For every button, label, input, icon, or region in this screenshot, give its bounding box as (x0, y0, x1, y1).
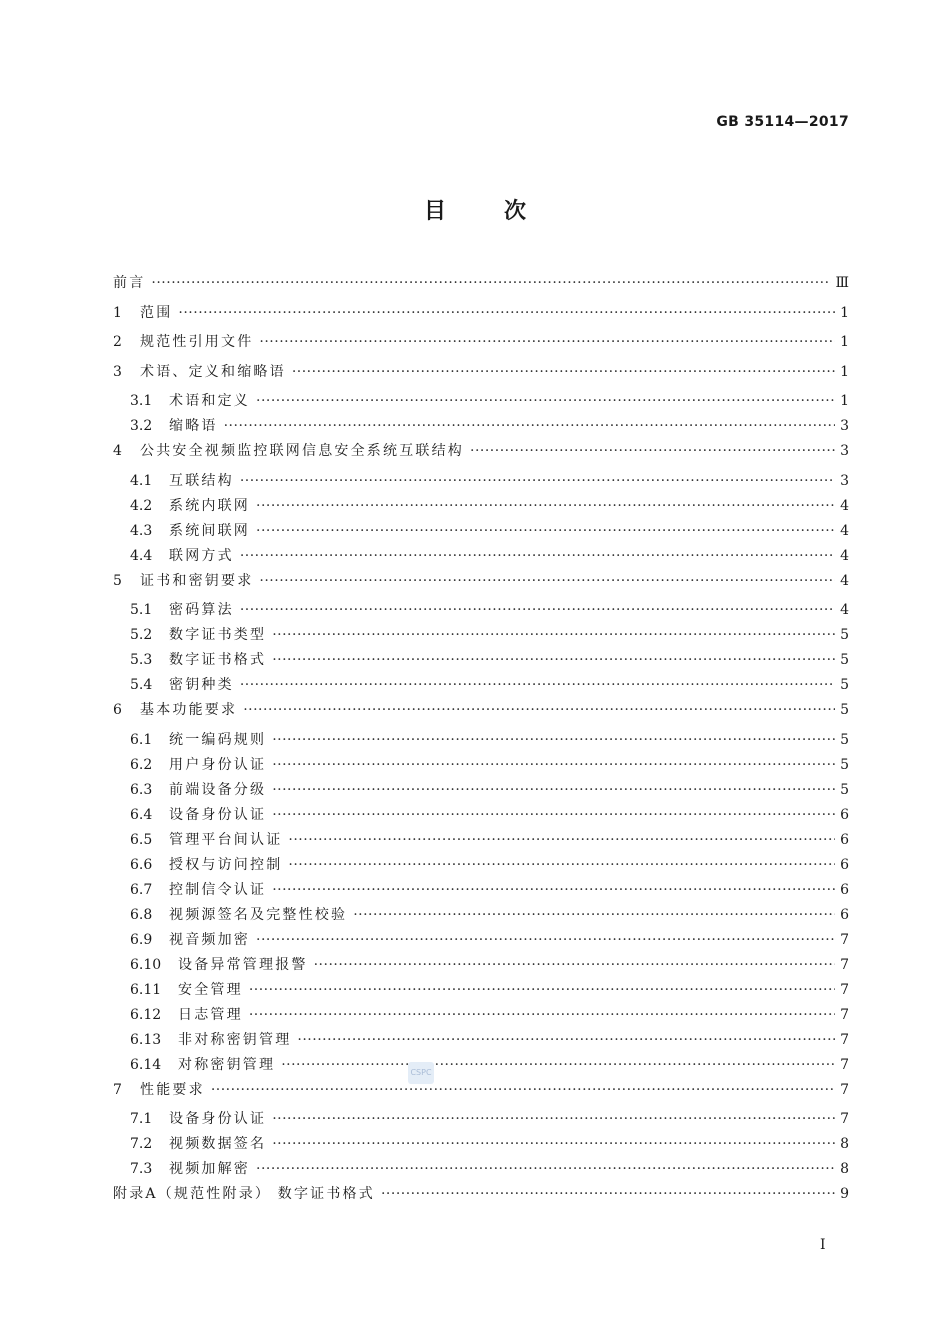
dot-leader (272, 882, 835, 898)
toc-entry-label: 非对称密钥管理 (178, 1031, 292, 1048)
toc-entry-label: 前言 (113, 275, 146, 291)
toc-entry[interactable] (113, 570, 849, 600)
toc-entry-number: 4.3 (130, 522, 153, 539)
toc-entry-page: 7 (840, 931, 849, 948)
toc-entry[interactable] (113, 929, 849, 954)
toc-entry-label: 设备身份认证 (169, 806, 267, 823)
toc-entry-number: 7.2 (130, 1136, 153, 1152)
toc-entry-page: 5 (840, 677, 849, 693)
toc-entry-page: 5 (840, 731, 849, 748)
dot-leader (288, 857, 835, 873)
toc-entry-number: 5.1 (130, 602, 153, 618)
toc-entry-number: 6.8 (130, 906, 153, 923)
dot-leader (314, 957, 835, 973)
dot-leader (240, 473, 835, 489)
toc-entry-number: 6 (113, 702, 122, 718)
toc-entry-page: 8 (840, 1161, 849, 1177)
dot-leader (353, 907, 835, 923)
toc-entry-number: 5.3 (130, 652, 153, 668)
toc-entry[interactable] (113, 545, 849, 570)
toc-entry-label: 视频源签名及完整性校验 (169, 906, 348, 923)
watermark-logo: CSPC (408, 1062, 434, 1084)
toc-entry[interactable] (113, 649, 849, 674)
page-title: 目次 (423, 199, 584, 224)
toc-entry[interactable] (113, 879, 849, 904)
toc-entry-page: 5 (840, 627, 849, 643)
page-folio: Ⅰ (820, 1237, 826, 1253)
dot-leader (288, 832, 835, 848)
toc-entry-number: 6.12 (130, 1006, 162, 1023)
toc-entry-page: 7 (840, 1056, 849, 1073)
toc-entry-label: 系统内联网 (169, 497, 250, 514)
toc-entry-label: 性能要求 (140, 1081, 205, 1098)
dot-leader (272, 1136, 835, 1152)
toc-entry-number: 6.6 (130, 856, 153, 873)
dot-leader (272, 782, 835, 798)
toc-entry-label: 授权与访问控制 (169, 856, 283, 873)
toc-entry[interactable] (113, 1108, 849, 1133)
toc-entry-number: 6.2 (130, 756, 153, 773)
toc-entry[interactable] (113, 904, 849, 929)
dot-leader (272, 1111, 835, 1127)
toc-entry[interactable] (113, 1079, 849, 1109)
toc-entry[interactable] (113, 854, 849, 879)
toc-entry-label: 公共安全视频监控联网信息安全系统互联结构 (140, 443, 464, 459)
toc-entry-page: 5 (840, 756, 849, 773)
dot-leader (259, 334, 835, 350)
toc-entry[interactable] (113, 302, 849, 332)
dot-leader (292, 364, 835, 380)
toc-entry-label: 附录A（规范性附录） 数字证书格式 (113, 1186, 375, 1202)
toc-entry-number: 6.9 (130, 931, 153, 948)
toc-entry-label: 基本功能要求 (140, 702, 238, 718)
toc-entry-page: Ⅲ (835, 275, 849, 291)
toc-entry-label: 密钥种类 (169, 677, 234, 693)
dot-leader (211, 1082, 835, 1098)
toc-entry[interactable] (113, 1133, 849, 1158)
toc-entry-number: 7.3 (130, 1161, 153, 1177)
toc-entry-number: 1 (113, 304, 122, 321)
toc-entry-label: 术语、定义和缩略语 (140, 363, 286, 380)
dot-leader (381, 1186, 835, 1202)
dot-leader (240, 602, 835, 618)
toc-entry-number: 3.2 (130, 418, 153, 434)
toc-entry-number: 6.13 (130, 1031, 162, 1048)
toc-entry[interactable] (113, 729, 849, 754)
dot-leader (272, 627, 835, 643)
toc-entry[interactable] (113, 1054, 849, 1079)
standard-code: GB 35114—2017 (716, 114, 849, 130)
toc-entry-page: 7 (840, 1111, 849, 1127)
toc-entry-page: 7 (840, 1031, 849, 1048)
toc-entry-number: 5.4 (130, 677, 153, 693)
toc-entry[interactable] (113, 954, 849, 979)
toc-entry-page: 6 (840, 831, 849, 848)
toc-entry-page: 6 (840, 906, 849, 923)
toc-entry-label: 对称密钥管理 (178, 1056, 276, 1073)
toc-entry-label: 互联结构 (169, 472, 234, 489)
toc-entry-number: 5 (113, 572, 122, 589)
toc-entry-page: 5 (840, 652, 849, 668)
toc-entry[interactable] (113, 1158, 849, 1183)
toc-entry-label: 系统间联网 (169, 522, 250, 539)
dot-leader (178, 305, 835, 321)
toc-entry-number: 6.7 (130, 881, 153, 898)
dot-leader (272, 732, 835, 748)
toc-entry-number: 6.1 (130, 731, 153, 748)
toc-entry[interactable] (113, 331, 849, 361)
dot-leader (281, 1057, 835, 1073)
dot-leader (256, 1161, 835, 1177)
dot-leader (272, 652, 835, 668)
toc-entry[interactable] (113, 440, 849, 470)
toc-entry-number: 4.4 (130, 547, 153, 564)
toc-entry[interactable] (113, 272, 849, 302)
toc-entry-page: 7 (840, 981, 849, 998)
toc-entry-page: 7 (840, 1006, 849, 1023)
toc-entry-label: 设备异常管理报警 (178, 956, 308, 973)
dot-leader (151, 275, 831, 291)
dot-leader (256, 498, 835, 514)
dot-leader (256, 393, 835, 409)
toc-entry[interactable] (113, 674, 849, 699)
toc-entry-label: 设备身份认证 (169, 1111, 267, 1127)
toc-entry-label: 联网方式 (169, 547, 234, 564)
toc-entry-page: 9 (840, 1186, 849, 1202)
toc-entry-page: 6 (840, 881, 849, 898)
dot-leader (470, 443, 835, 459)
toc-entry[interactable] (113, 1004, 849, 1029)
toc-entry-label: 证书和密钥要求 (140, 572, 254, 589)
toc-entry-page: 3 (840, 472, 849, 489)
toc-entry-label: 控制信令认证 (169, 881, 267, 898)
toc-entry[interactable] (113, 520, 849, 545)
dot-leader (249, 1007, 835, 1023)
dot-leader (272, 807, 835, 823)
toc-entry-number: 6.4 (130, 806, 153, 823)
toc-entry[interactable] (113, 390, 849, 415)
toc-entry-page: 4 (840, 572, 849, 589)
toc-entry[interactable] (113, 804, 849, 829)
dot-leader (240, 548, 835, 564)
toc-entry-page: 3 (840, 443, 849, 459)
toc-entry[interactable] (113, 779, 849, 804)
toc-entry-page: 1 (840, 393, 849, 409)
toc-entry[interactable] (113, 829, 849, 854)
toc-entry-page: 5 (840, 781, 849, 798)
dot-leader (256, 523, 835, 539)
dot-leader (249, 982, 835, 998)
toc-entry-label: 视频数据签名 (169, 1136, 267, 1152)
toc-entry-page: 5 (840, 702, 849, 718)
toc-entry-page: 7 (840, 956, 849, 973)
toc-entry[interactable] (113, 979, 849, 1004)
toc-entry-label: 用户身份认证 (169, 756, 267, 773)
toc-entry[interactable] (113, 699, 849, 729)
toc-entry-number: 6.14 (130, 1056, 162, 1073)
toc-entry-label: 规范性引用文件 (140, 334, 254, 350)
toc-entry[interactable] (113, 361, 849, 391)
dot-leader (256, 932, 835, 948)
toc-entry[interactable] (113, 470, 849, 495)
toc-entry-label: 密码算法 (169, 602, 234, 618)
toc-entry[interactable] (113, 624, 849, 649)
toc-entry-label: 日志管理 (178, 1006, 243, 1023)
toc-entry-number: 2 (113, 334, 122, 350)
dot-leader (259, 573, 835, 589)
dot-leader (240, 677, 835, 693)
toc-entry-label: 视音频加密 (169, 931, 250, 948)
toc-entry-label: 安全管理 (178, 981, 243, 998)
toc-entry-page: 3 (840, 418, 849, 434)
toc-entry-page: 4 (840, 547, 849, 564)
toc-entry-label: 管理平台间认证 (169, 831, 283, 848)
dot-leader (272, 757, 835, 773)
toc-entry[interactable] (113, 1029, 849, 1054)
toc-entry-number: 6.5 (130, 831, 153, 848)
toc-entry[interactable] (113, 599, 849, 624)
toc-entry-page: 1 (840, 304, 849, 321)
toc-entry-number: 6.10 (130, 956, 162, 973)
toc-entry-page: 1 (840, 363, 849, 380)
toc-entry-label: 缩略语 (169, 418, 218, 434)
toc-entry-page: 6 (840, 856, 849, 873)
toc-entry-number: 5.2 (130, 627, 153, 643)
toc-entry[interactable] (113, 1183, 849, 1213)
toc-entry-number: 4.1 (130, 472, 153, 489)
toc-entry-page: 4 (840, 602, 849, 618)
toc-entry-number: 4 (113, 443, 122, 459)
toc-entry-page: 8 (840, 1136, 849, 1152)
toc-entry-label: 视频加解密 (169, 1161, 250, 1177)
toc-entry-number: 3.1 (130, 393, 153, 409)
toc-entry-number: 6.11 (130, 981, 162, 998)
toc-entry-number: 7.1 (130, 1111, 153, 1127)
dot-leader (224, 418, 835, 434)
toc-entry-label: 术语和定义 (169, 393, 250, 409)
toc-entry-number: 4.2 (130, 497, 153, 514)
toc-entry-page: 4 (840, 522, 849, 539)
toc-entry[interactable] (113, 415, 849, 440)
toc-entry-label: 统一编码规则 (169, 731, 267, 748)
toc-entry[interactable] (113, 495, 849, 520)
toc-entry-label: 数字证书格式 (169, 652, 267, 668)
toc-entry-number: 7 (113, 1081, 122, 1098)
toc-entry[interactable] (113, 754, 849, 779)
toc-entry-page: 7 (840, 1081, 849, 1098)
toc-entry-label: 范围 (140, 304, 173, 321)
table-of-contents (113, 272, 849, 1213)
toc-entry-page: 6 (840, 806, 849, 823)
dot-leader (297, 1032, 835, 1048)
toc-entry-page: 4 (840, 497, 849, 514)
toc-entry-label: 数字证书类型 (169, 627, 267, 643)
toc-entry-number: 3 (113, 363, 122, 380)
toc-entry-label: 前端设备分级 (169, 781, 267, 798)
dot-leader (243, 702, 835, 718)
toc-entry-number: 6.3 (130, 781, 153, 798)
toc-entry-page: 1 (840, 334, 849, 350)
